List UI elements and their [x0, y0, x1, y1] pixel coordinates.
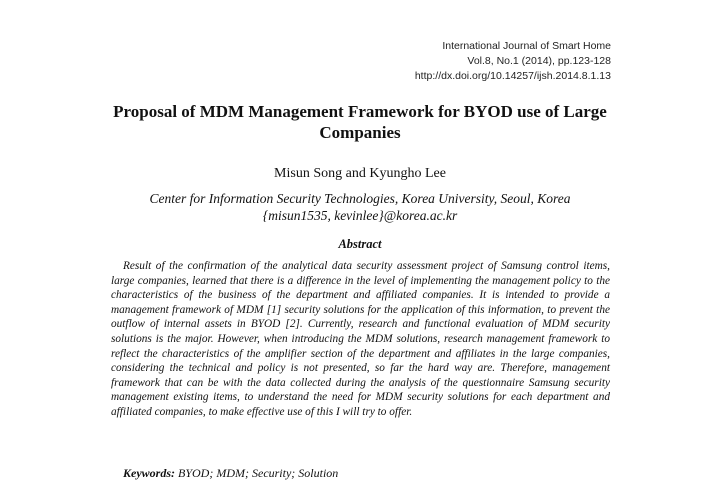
paper-title-line-1: Proposal of MDM Management Framework for BYOD use of Large: [113, 102, 607, 121]
paper-title-line-2: Companies: [319, 123, 401, 142]
paper-authors: Misun Song and Kyungho Lee: [274, 166, 446, 181]
keywords-line: [123, 466, 338, 481]
author-emails: {misun1535, kevinlee}@korea.ac.kr: [262, 208, 458, 223]
keywords-values: BYOD; MDM; Security; Solution: [178, 466, 339, 480]
author-affiliation: Center for Information Security Technologies, Korea University, Seoul, Korea: [149, 191, 571, 206]
paper-title: [90, 101, 630, 143]
abstract-body: Result of the confirmation of the analytical data security assessment project of Samsung control items, large companies, learned that there is a difference in the level of implementing the management policy to the characteristics of the business of the department and affiliated companies. It is intended to provide a management framework of MDM [1] security solutions for the application of this information, to prevent the outflow of internal assets in BYOD [2]. Currently, research and functional evaluation of MDM security solutions is the major. However, when introducing the MDM solutions, research management framework to reflect the characteristics of the amplifier section of the department and affiliates in the large companies, considering the technical and policy is not presented, so far the hard way are. Therefore, management framework that can be with the data collected during the analysis of the questionnaire Samsung security management existing items, to understand the need for MDM security solutions for each department and affiliated companies, to make effective use of this I will try to offer.: [111, 260, 610, 418]
keywords-label: Keywords:: [123, 466, 175, 480]
journal-header: [415, 39, 611, 84]
journal-doi-link[interactable]: http://dx.doi.org/10.14257/ijsh.2014.8.1.13: [414, 70, 611, 82]
abstract-heading: Abstract: [338, 237, 382, 251]
journal-volume-pages: Vol.8, No.1 (2014), pp.123-128: [467, 55, 611, 67]
journal-name: International Journal of Smart Home: [442, 40, 611, 52]
author-affiliation-block: [90, 190, 630, 224]
